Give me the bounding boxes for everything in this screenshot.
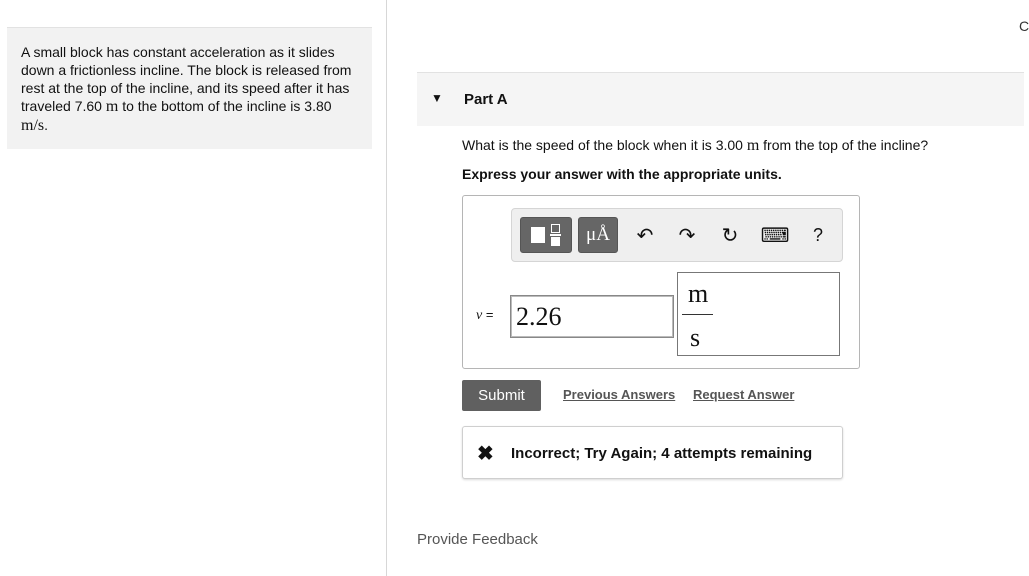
answer-box [462,195,860,369]
reset-button[interactable] [714,217,746,253]
question-text [462,137,928,155]
redo-button[interactable] [671,217,703,253]
provide-feedback-link[interactable]: Provide Feedback [417,531,538,548]
question-after: from the top of the incline? [763,137,929,153]
units-icon: μÅ [586,224,610,245]
answer-instruction: Express your answer with the appropriate units. [462,166,782,182]
keyboard-icon: ⌨ [760,224,790,247]
units-button[interactable] [578,217,618,253]
problem-text-2: to the bottom of the incline is 3.80 [122,98,332,114]
feedback-box [462,426,843,479]
request-answer-link[interactable]: Request Answer [693,387,795,402]
incorrect-x-icon: ✖ [477,443,494,465]
previous-answers-link[interactable]: Previous Answers [563,387,676,402]
unit-denominator: s [690,323,701,352]
templates-icon [531,224,561,246]
variable-label [476,307,493,324]
answer-value-input[interactable] [510,295,674,338]
problem-statement [21,43,361,135]
redo-icon: ↷ [678,224,696,247]
templates-button[interactable] [520,217,572,253]
keyboard-button[interactable] [757,217,793,253]
undo-button[interactable] [629,217,661,253]
equals-sign: = [485,307,494,322]
help-button[interactable] [802,217,834,253]
variable-symbol: v [476,308,483,323]
column-divider [386,0,387,576]
part-a-header[interactable] [417,72,1024,126]
collapse-triangle-icon[interactable]: ▼ [431,91,443,105]
problem-statement-panel [7,27,372,149]
problem-text-1: A small block has constant acceleration as it slides down a frictionless incline. The block is released from rest at the top of the incline, and its speed after it has traveled 7.60 [21,44,352,114]
feedback-message: Incorrect; Try Again; 4 attempts remaining [511,445,813,462]
part-a-title: Part A [464,91,508,108]
question-unit: m [746,137,760,154]
problem-unit-2: m/s [21,117,45,134]
reset-icon: ↻ [721,224,739,247]
problem-unit-1: m [105,98,119,115]
unit-fraction-bar [682,314,713,315]
edge-glyph: C [1019,18,1029,34]
unit-numerator: m [688,279,709,308]
help-icon: ? [812,224,823,245]
math-toolbar [511,208,843,262]
submit-button[interactable]: Submit [462,380,541,411]
undo-icon: ↶ [636,224,654,247]
problem-text-3: . [44,117,49,133]
unit-input[interactable] [677,272,840,356]
question-before: What is the speed of the block when it is 3.00 [462,137,743,153]
